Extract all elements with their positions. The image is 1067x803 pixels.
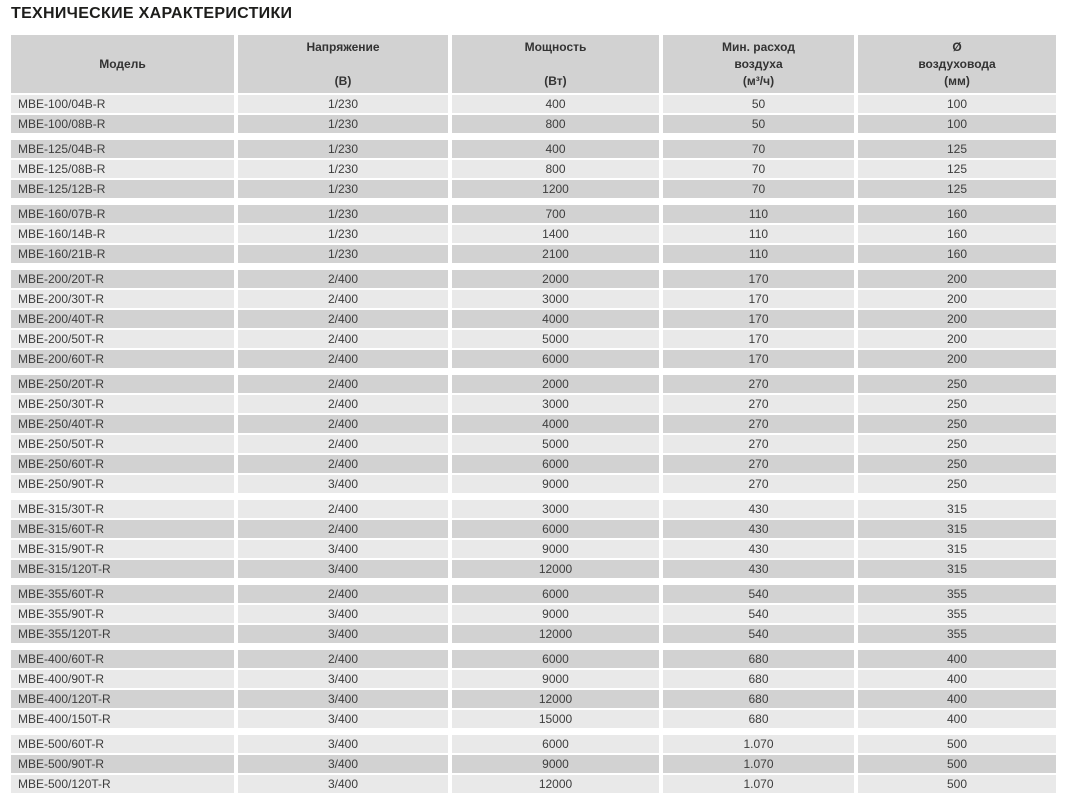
cell-model: MBE-250/90T-R xyxy=(11,475,234,493)
cell-voltage: 2/400 xyxy=(238,290,448,308)
cell-voltage: 2/400 xyxy=(238,585,448,603)
cell-diameter: 250 xyxy=(858,415,1056,433)
cell-power: 4000 xyxy=(452,415,659,433)
table-row xyxy=(11,755,1056,773)
table-row xyxy=(11,435,1056,453)
cell-power: 12000 xyxy=(452,625,659,643)
cell-voltage: 2/400 xyxy=(238,395,448,413)
cell-model: MBE-400/90T-R xyxy=(11,670,234,688)
cell-diameter: 200 xyxy=(858,350,1056,368)
cell-voltage: 2/400 xyxy=(238,375,448,393)
cell-power: 9000 xyxy=(452,540,659,558)
cell-model: MBE-355/90T-R xyxy=(11,605,234,623)
cell-diameter: 100 xyxy=(858,95,1056,113)
cell-airflow: 1.070 xyxy=(663,775,854,793)
cell-power: 3000 xyxy=(452,395,659,413)
cell-power: 800 xyxy=(452,160,659,178)
cell-model: MBE-160/21B-R xyxy=(11,245,234,263)
cell-airflow: 430 xyxy=(663,500,854,518)
header-cell-power xyxy=(452,35,659,93)
cell-power: 9000 xyxy=(452,755,659,773)
cell-power: 12000 xyxy=(452,775,659,793)
cell-voltage: 2/400 xyxy=(238,650,448,668)
cell-airflow: 430 xyxy=(663,540,854,558)
cell-model: MBE-200/30T-R xyxy=(11,290,234,308)
table-row xyxy=(11,140,1056,158)
cell-diameter: 160 xyxy=(858,245,1056,263)
cell-diameter: 250 xyxy=(858,435,1056,453)
cell-airflow: 270 xyxy=(663,375,854,393)
cell-model: MBE-355/60T-R xyxy=(11,585,234,603)
header-line: (мм) xyxy=(944,73,970,88)
cell-power: 6000 xyxy=(452,350,659,368)
cell-voltage: 3/400 xyxy=(238,775,448,793)
cell-power: 4000 xyxy=(452,310,659,328)
table-row xyxy=(11,205,1056,223)
cell-diameter: 315 xyxy=(858,560,1056,578)
cell-diameter: 200 xyxy=(858,270,1056,288)
cell-airflow: 50 xyxy=(663,95,854,113)
cell-airflow: 270 xyxy=(663,455,854,473)
cell-diameter: 200 xyxy=(858,330,1056,348)
cell-voltage: 1/230 xyxy=(238,140,448,158)
cell-diameter: 400 xyxy=(858,650,1056,668)
header-line: (В) xyxy=(334,73,352,88)
cell-diameter: 200 xyxy=(858,290,1056,308)
header-line: воздуховода xyxy=(918,56,996,71)
cell-airflow: 680 xyxy=(663,650,854,668)
table-row xyxy=(11,95,1056,113)
cell-airflow: 50 xyxy=(663,115,854,133)
cell-model: MBE-125/04B-R xyxy=(11,140,234,158)
cell-airflow: 430 xyxy=(663,560,854,578)
cell-power: 15000 xyxy=(452,710,659,728)
cell-model: MBE-250/50T-R xyxy=(11,435,234,453)
cell-voltage: 2/400 xyxy=(238,435,448,453)
page-title: ТЕХНИЧЕСКИЕ ХАРАКТЕРИСТИКИ xyxy=(11,5,293,22)
table-row xyxy=(11,625,1056,643)
table-row xyxy=(11,180,1056,198)
cell-voltage: 2/400 xyxy=(238,520,448,538)
cell-power: 5000 xyxy=(452,330,659,348)
cell-voltage: 1/230 xyxy=(238,115,448,133)
cell-airflow: 110 xyxy=(663,245,854,263)
cell-diameter: 250 xyxy=(858,375,1056,393)
cell-power: 400 xyxy=(452,95,659,113)
cell-airflow: 70 xyxy=(663,140,854,158)
cell-voltage: 1/230 xyxy=(238,160,448,178)
cell-model: MBE-500/90T-R xyxy=(11,755,234,773)
cell-model: MBE-315/90T-R xyxy=(11,540,234,558)
cell-airflow: 170 xyxy=(663,270,854,288)
cell-airflow: 680 xyxy=(663,670,854,688)
cell-voltage: 2/400 xyxy=(238,350,448,368)
cell-diameter: 250 xyxy=(858,395,1056,413)
cell-diameter: 315 xyxy=(858,500,1056,518)
cell-airflow: 680 xyxy=(663,710,854,728)
cell-model: MBE-500/60T-R xyxy=(11,735,234,753)
cell-voltage: 3/400 xyxy=(238,625,448,643)
cell-voltage: 1/230 xyxy=(238,245,448,263)
cell-power: 6000 xyxy=(452,650,659,668)
cell-voltage: 3/400 xyxy=(238,690,448,708)
cell-power: 6000 xyxy=(452,520,659,538)
table-row xyxy=(11,395,1056,413)
table-row xyxy=(11,650,1056,668)
cell-airflow: 270 xyxy=(663,395,854,413)
header-line: Напряжение xyxy=(306,39,380,54)
cell-power: 9000 xyxy=(452,475,659,493)
cell-diameter: 355 xyxy=(858,585,1056,603)
header-cell-diameter xyxy=(858,35,1056,93)
cell-voltage: 3/400 xyxy=(238,605,448,623)
cell-diameter: 400 xyxy=(858,710,1056,728)
table-row xyxy=(11,375,1056,393)
group-spacer xyxy=(11,645,1056,648)
table-row xyxy=(11,520,1056,538)
table-header-row xyxy=(11,35,1056,93)
cell-diameter: 400 xyxy=(858,670,1056,688)
cell-voltage: 2/400 xyxy=(238,330,448,348)
cell-voltage: 1/230 xyxy=(238,225,448,243)
cell-power: 3000 xyxy=(452,290,659,308)
cell-voltage: 3/400 xyxy=(238,540,448,558)
cell-diameter: 160 xyxy=(858,225,1056,243)
group-spacer xyxy=(11,495,1056,498)
cell-voltage: 1/230 xyxy=(238,205,448,223)
cell-power: 800 xyxy=(452,115,659,133)
cell-voltage: 1/230 xyxy=(238,180,448,198)
cell-power: 12000 xyxy=(452,690,659,708)
cell-model: MBE-200/60T-R xyxy=(11,350,234,368)
table-row xyxy=(11,605,1056,623)
cell-voltage: 3/400 xyxy=(238,755,448,773)
cell-power: 400 xyxy=(452,140,659,158)
cell-voltage: 2/400 xyxy=(238,500,448,518)
cell-power: 2100 xyxy=(452,245,659,263)
cell-voltage: 3/400 xyxy=(238,475,448,493)
cell-diameter: 315 xyxy=(858,540,1056,558)
cell-model: MBE-400/120T-R xyxy=(11,690,234,708)
cell-model: MBE-200/40T-R xyxy=(11,310,234,328)
cell-power: 9000 xyxy=(452,605,659,623)
table-row xyxy=(11,330,1056,348)
cell-airflow: 430 xyxy=(663,520,854,538)
header-line: воздуха xyxy=(734,56,783,71)
cell-model: MBE-100/08B-R xyxy=(11,115,234,133)
cell-airflow: 170 xyxy=(663,290,854,308)
cell-model: MBE-400/150T-R xyxy=(11,710,234,728)
cell-model: MBE-100/04B-R xyxy=(11,95,234,113)
table-row xyxy=(11,500,1056,518)
cell-power: 5000 xyxy=(452,435,659,453)
table-row xyxy=(11,225,1056,243)
cell-model: MBE-125/12B-R xyxy=(11,180,234,198)
cell-airflow: 540 xyxy=(663,585,854,603)
cell-model: MBE-250/20T-R xyxy=(11,375,234,393)
cell-voltage: 2/400 xyxy=(238,415,448,433)
cell-diameter: 160 xyxy=(858,205,1056,223)
group-spacer xyxy=(11,135,1056,138)
group-spacer xyxy=(11,370,1056,373)
cell-diameter: 500 xyxy=(858,735,1056,753)
table-row xyxy=(11,310,1056,328)
cell-diameter: 100 xyxy=(858,115,1056,133)
table-row xyxy=(11,475,1056,493)
header-line: Модель xyxy=(99,56,146,71)
cell-airflow: 170 xyxy=(663,350,854,368)
cell-voltage: 3/400 xyxy=(238,735,448,753)
table-row xyxy=(11,775,1056,793)
cell-diameter: 355 xyxy=(858,625,1056,643)
cell-airflow: 70 xyxy=(663,160,854,178)
cell-airflow: 540 xyxy=(663,625,854,643)
cell-model: MBE-125/08B-R xyxy=(11,160,234,178)
cell-airflow: 270 xyxy=(663,435,854,453)
cell-diameter: 500 xyxy=(858,755,1056,773)
cell-power: 3000 xyxy=(452,500,659,518)
cell-airflow: 170 xyxy=(663,310,854,328)
cell-airflow: 110 xyxy=(663,205,854,223)
table-row xyxy=(11,585,1056,603)
group-spacer xyxy=(11,730,1056,733)
cell-airflow: 270 xyxy=(663,475,854,493)
cell-power: 2000 xyxy=(452,375,659,393)
cell-airflow: 1.070 xyxy=(663,755,854,773)
table-row xyxy=(11,415,1056,433)
cell-model: MBE-315/60T-R xyxy=(11,520,234,538)
cell-diameter: 200 xyxy=(858,310,1056,328)
spec-table xyxy=(11,35,1056,793)
table-row xyxy=(11,455,1056,473)
cell-airflow: 1.070 xyxy=(663,735,854,753)
cell-voltage: 3/400 xyxy=(238,670,448,688)
cell-diameter: 125 xyxy=(858,180,1056,198)
cell-power: 6000 xyxy=(452,585,659,603)
cell-diameter: 125 xyxy=(858,160,1056,178)
cell-power: 12000 xyxy=(452,560,659,578)
cell-model: MBE-250/60T-R xyxy=(11,455,234,473)
cell-model: MBE-315/30T-R xyxy=(11,500,234,518)
table-row xyxy=(11,690,1056,708)
cell-voltage: 1/230 xyxy=(238,95,448,113)
cell-diameter: 400 xyxy=(858,690,1056,708)
table-row xyxy=(11,540,1056,558)
group-spacer xyxy=(11,265,1056,268)
cell-power: 9000 xyxy=(452,670,659,688)
table-row xyxy=(11,245,1056,263)
header-line: (Вт) xyxy=(544,73,567,88)
cell-model: MBE-355/120T-R xyxy=(11,625,234,643)
cell-diameter: 355 xyxy=(858,605,1056,623)
header-cell-model xyxy=(11,35,234,93)
table-row xyxy=(11,560,1056,578)
cell-power: 700 xyxy=(452,205,659,223)
table-row xyxy=(11,290,1056,308)
cell-airflow: 170 xyxy=(663,330,854,348)
group-spacer xyxy=(11,580,1056,583)
cell-airflow: 270 xyxy=(663,415,854,433)
cell-model: MBE-400/60T-R xyxy=(11,650,234,668)
header-cell-voltage xyxy=(238,35,448,93)
cell-voltage: 2/400 xyxy=(238,310,448,328)
cell-power: 1400 xyxy=(452,225,659,243)
cell-voltage: 3/400 xyxy=(238,710,448,728)
cell-power: 6000 xyxy=(452,735,659,753)
table-row xyxy=(11,115,1056,133)
cell-diameter: 315 xyxy=(858,520,1056,538)
cell-power: 2000 xyxy=(452,270,659,288)
header-line: Ø xyxy=(952,39,962,54)
cell-model: MBE-200/20T-R xyxy=(11,270,234,288)
cell-model: MBE-160/07B-R xyxy=(11,205,234,223)
table-row xyxy=(11,670,1056,688)
cell-diameter: 125 xyxy=(858,140,1056,158)
cell-airflow: 680 xyxy=(663,690,854,708)
cell-model: MBE-250/40T-R xyxy=(11,415,234,433)
cell-model: MBE-315/120T-R xyxy=(11,560,234,578)
cell-diameter: 500 xyxy=(858,775,1056,793)
cell-diameter: 250 xyxy=(858,475,1056,493)
cell-diameter: 250 xyxy=(858,455,1056,473)
cell-airflow: 110 xyxy=(663,225,854,243)
table-row xyxy=(11,270,1056,288)
header-line: Мощность xyxy=(524,39,587,54)
table-row xyxy=(11,710,1056,728)
cell-model: MBE-500/120T-R xyxy=(11,775,234,793)
header-cell-airflow xyxy=(663,35,854,93)
header-line: Мин. расход xyxy=(722,39,795,54)
cell-voltage: 3/400 xyxy=(238,560,448,578)
cell-model: MBE-200/50T-R xyxy=(11,330,234,348)
group-spacer xyxy=(11,200,1056,203)
cell-power: 6000 xyxy=(452,455,659,473)
cell-model: MBE-250/30T-R xyxy=(11,395,234,413)
cell-power: 1200 xyxy=(452,180,659,198)
table-row xyxy=(11,735,1056,753)
cell-airflow: 540 xyxy=(663,605,854,623)
cell-airflow: 70 xyxy=(663,180,854,198)
cell-model: MBE-160/14B-R xyxy=(11,225,234,243)
header-line: (м³/ч) xyxy=(742,73,775,88)
cell-voltage: 2/400 xyxy=(238,455,448,473)
table-row xyxy=(11,160,1056,178)
cell-voltage: 2/400 xyxy=(238,270,448,288)
table-row xyxy=(11,350,1056,368)
